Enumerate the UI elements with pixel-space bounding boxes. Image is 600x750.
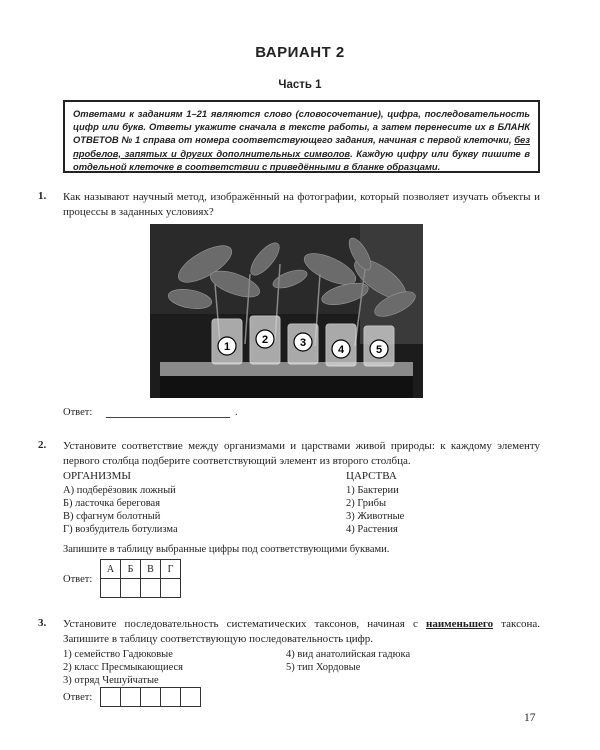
q2-col1-title: ОРГАНИЗМЫ: [63, 470, 131, 482]
q2-col2-title: ЦАРСТВА: [346, 470, 397, 482]
q2-instruction: Запишите в таблицу выбранные цифры под соответствующими буквами.: [63, 544, 390, 555]
variant-title: ВАРИАНТ 2: [255, 44, 345, 61]
q2-answer-cell[interactable]: [101, 579, 121, 598]
q2-col2-item: 4) Растения: [346, 524, 398, 535]
q3-item: 1) семейство Гадюковые: [63, 649, 173, 660]
experiment-photo-svg: [150, 224, 423, 398]
part-title: Часть 1: [278, 79, 322, 91]
q2-col1-item: Г) возбудитель ботулизма: [63, 524, 178, 535]
q2-col1-item: В) сфагнум болотный: [63, 511, 161, 522]
instructions-text-underlined: без пробелов, запятых и других дополнительных символов: [73, 134, 530, 159]
q3-answer-cell[interactable]: [161, 688, 181, 707]
q2-header-cell: В: [141, 560, 161, 579]
q3-text: [63, 617, 540, 646]
q2-header-cell: Б: [121, 560, 141, 579]
q2-text: Установите соответствие между организмами и царствами живой природы: к каждому элементу первого столбца подберите соответствующий элемент из второго столбца.: [63, 440, 540, 467]
q3-answer-cell[interactable]: [181, 688, 201, 707]
q3-text-b: таксона. Запишите в таблицу соответствующую последовательность цифр.: [63, 618, 541, 645]
q2-answer-header-row: [101, 560, 181, 579]
photo-label-3: 3: [299, 337, 307, 349]
q2-answer-table: [100, 559, 181, 598]
q2-col1-item: Б) ласточка береговая: [63, 498, 161, 509]
experiment-photo: [150, 224, 423, 398]
q3-answer-cell[interactable]: [121, 688, 141, 707]
q2-answer-cell[interactable]: [141, 579, 161, 598]
q3-answer-label: Ответ:: [63, 692, 93, 703]
instructions-text-a: Ответами к заданиям 1–21 являются слово (словосочетание), цифра, последовательность цифр или букв. Ответы укажите сначала в тексте работы, а затем перенесите их в БЛАНК ОТВЕТОВ № 1 справа от номера соответствующего задания, начиная с первой клеточки,: [73, 108, 530, 146]
q3-answer-row: [101, 688, 201, 707]
q3-answer-cell[interactable]: [101, 688, 121, 707]
photo-label-2: 2: [261, 334, 269, 346]
instructions-text-b: . Каждую цифру или букву пишите в отдельной клеточке в соответствии с приведёнными в бланке образцами.: [73, 147, 530, 172]
q2-header-cell: А: [101, 560, 121, 579]
q1-text: Как называют научный метод, изображённый на фотографии, который позволяет изучать объекты и процессы в заданных условиях?: [63, 191, 540, 218]
q3-text-a: Установите последовательность систематических таксонов, начиная с: [63, 618, 426, 630]
q3-item: 3) отряд Чешуйчатые: [63, 675, 159, 686]
q2-col2-item: 3) Животные: [346, 511, 405, 522]
q3-item: 5) тип Хордовые: [286, 662, 361, 673]
q2-header-cell: Г: [161, 560, 181, 579]
q3-text-emph: наименьшего: [425, 618, 494, 630]
q3-answer-table: [100, 687, 201, 707]
q3-item: 2) класс Пресмыкающиеся: [63, 662, 183, 673]
q2-col2-item: 2) Грибы: [346, 498, 387, 509]
q1-answer-dot: .: [235, 407, 238, 418]
q2-col1-item: А) подберёзовик ложный: [63, 485, 176, 496]
q2-answer-label: Ответ:: [63, 574, 93, 585]
q3-item: 4) вид анатолийская гадюка: [286, 649, 411, 660]
q1-answer-field[interactable]: [106, 417, 230, 418]
q1-number: 1.: [38, 190, 47, 202]
q3-number: 3.: [38, 617, 47, 629]
q3-answer-cell[interactable]: [141, 688, 161, 707]
q2-answer-cell[interactable]: [161, 579, 181, 598]
photo-label-1: 1: [223, 341, 231, 353]
q2-col2-item: 1) Бактерии: [346, 485, 399, 496]
photo-label-5: 5: [375, 344, 383, 356]
page-number: 17: [524, 712, 536, 724]
q1-answer-label: Ответ:: [63, 407, 93, 418]
instructions-box: [63, 100, 540, 173]
q2-answer-cell[interactable]: [121, 579, 141, 598]
q2-number: 2.: [38, 439, 47, 451]
photo-label-4: 4: [337, 344, 345, 356]
q2-answer-input-row: [101, 579, 181, 598]
